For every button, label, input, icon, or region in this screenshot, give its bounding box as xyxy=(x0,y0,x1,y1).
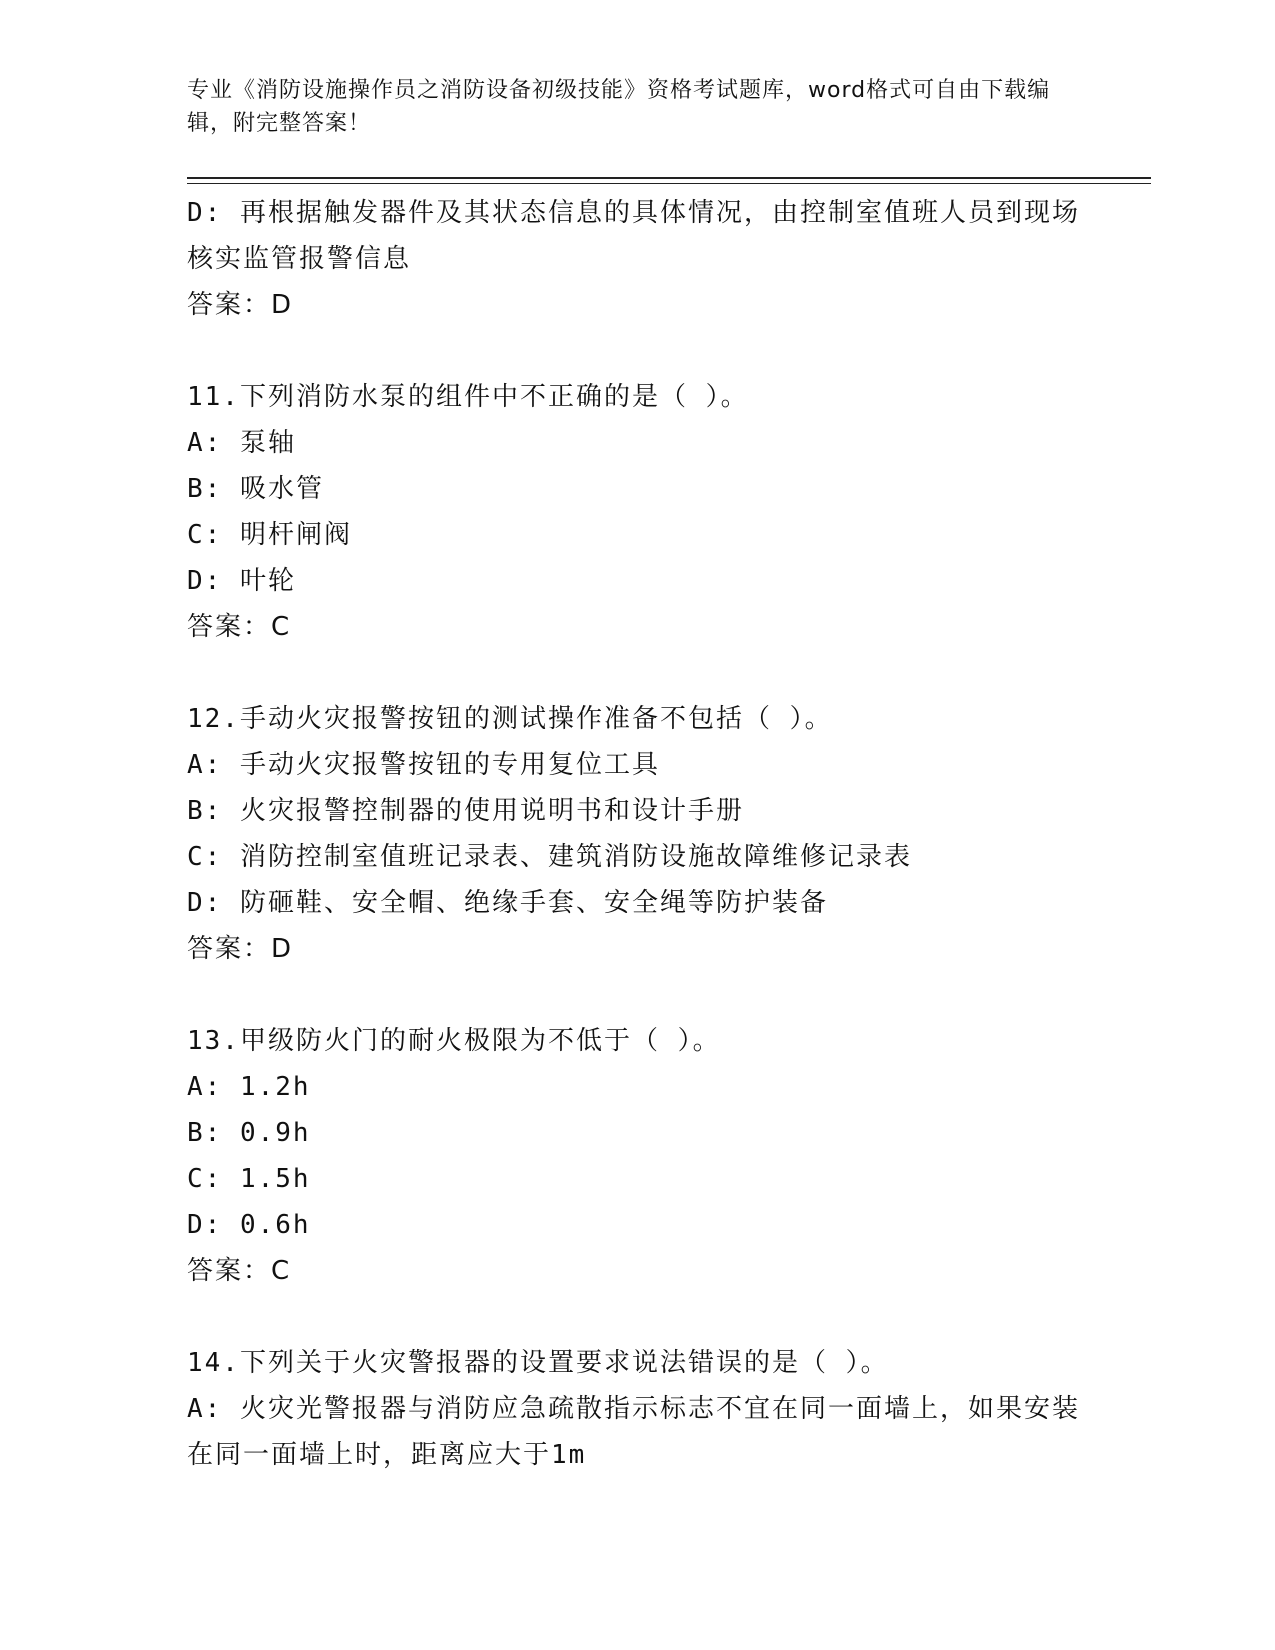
option-a: A: 泵轴 xyxy=(187,428,296,458)
carryover-block xyxy=(187,190,1087,328)
document-header xyxy=(187,74,1087,140)
question-12 xyxy=(187,696,1087,972)
option-b: B: 火灾报警控制器的使用说明书和设计手册 xyxy=(187,796,744,826)
question-stem: 13.甲级防火门的耐火极限为不低于（ ）。 xyxy=(187,1026,721,1056)
answer: 答案：D xyxy=(187,290,294,320)
answer: 答案：C xyxy=(187,612,292,642)
option-b: B: 0.9h xyxy=(187,1118,311,1148)
question-14 xyxy=(187,1340,1087,1478)
question-stem: 11.下列消防水泵的组件中不正确的是（ ）。 xyxy=(187,382,749,412)
option-d: D: 叶轮 xyxy=(187,566,296,596)
question-stem: 14.下列关于火灾警报器的设置要求说法错误的是（ ）。 xyxy=(187,1348,889,1378)
option-c: C: 1.5h xyxy=(187,1164,311,1194)
option-d: D: 防砸鞋、安全帽、绝缘手套、安全绳等防护装备 xyxy=(187,888,828,918)
option-c: C: 消防控制室值班记录表、建筑消防设施故障维修记录表 xyxy=(187,842,912,872)
question-11 xyxy=(187,374,1087,650)
question-content xyxy=(187,190,1087,1478)
option-d: D: 0.6h xyxy=(187,1210,311,1240)
option-b: B: 吸水管 xyxy=(187,474,324,504)
answer: 答案：C xyxy=(187,1256,292,1286)
header-text: 专业《消防设施操作员之消防设备初级技能》资格考试题库，word格式可自由下载编辑，附完整答案！ xyxy=(187,78,1051,136)
header-divider-thin xyxy=(187,183,1151,184)
header-divider-thick xyxy=(187,177,1151,179)
option-a: A: 手动火灾报警按钮的专用复位工具 xyxy=(187,750,660,780)
option-a: A: 1.2h xyxy=(187,1072,311,1102)
question-13 xyxy=(187,1018,1087,1294)
option-a: A: 火灾光警报器与消防应急疏散指示标志不宜在同一面墙上，如果安装在同一面墙上时，距离应大于1m xyxy=(187,1394,1080,1470)
answer: 答案：D xyxy=(187,934,294,964)
question-stem: 12.手动火灾报警按钮的测试操作准备不包括（ ）。 xyxy=(187,704,833,734)
option-c: C: 明杆闸阀 xyxy=(187,520,352,550)
option-d: D: 再根据触发器件及其状态信息的具体情况，由控制室值班人员到现场核实监管报警信息 xyxy=(187,198,1080,274)
